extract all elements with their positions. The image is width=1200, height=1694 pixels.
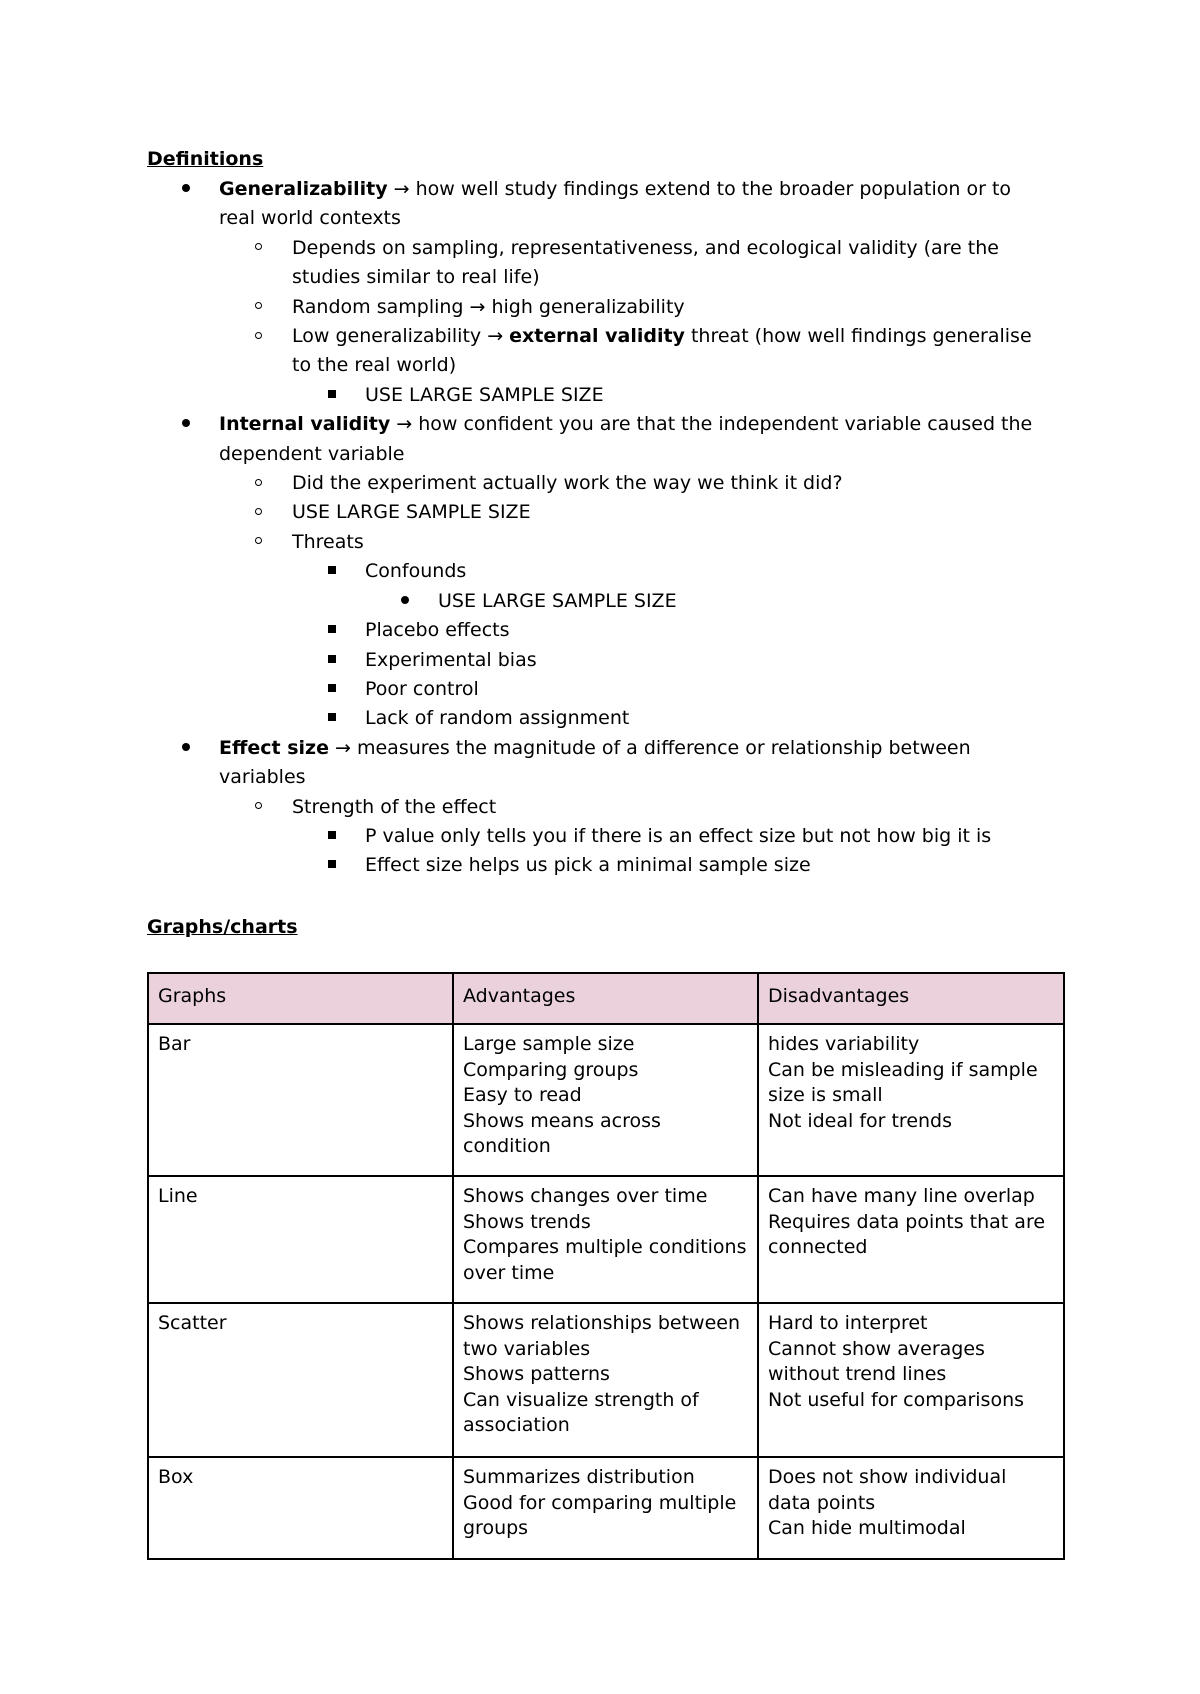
table-header-row	[148, 973, 1064, 1024]
cell-line: Shows relationships between two variables	[463, 1312, 740, 1360]
bullet-square-icon	[328, 616, 336, 645]
list-item-text: Lack of random assignment	[365, 707, 630, 730]
bullet-circle-icon	[255, 293, 262, 322]
list-item	[0, 293, 1049, 322]
cell-line: Comparing groups	[463, 1058, 639, 1081]
disadvantages-cell	[758, 1457, 1064, 1559]
list-item-text: Placebo effects	[365, 619, 510, 642]
cell-line: Requires data points that are connected	[768, 1210, 1046, 1258]
definitions-heading: Definitions	[147, 148, 264, 170]
bullet-square-icon	[328, 704, 336, 733]
table-row	[148, 1024, 1064, 1176]
list-item-text: Low generalizability →	[292, 325, 510, 348]
graph-name-cell: Line	[148, 1176, 453, 1303]
table-row	[148, 1176, 1064, 1303]
list-item	[0, 793, 1049, 822]
bullet-dot-icon	[182, 410, 190, 439]
list-item-text: Experimental bias	[365, 648, 537, 671]
list-item	[0, 734, 1049, 793]
cell-line: hides variability	[768, 1033, 920, 1055]
cell-line: Can be misleading if sample size is small	[768, 1058, 1038, 1106]
list-item-text: Confounds	[365, 560, 467, 583]
graph-name-cell: Box	[148, 1457, 453, 1559]
bullet-square-icon	[328, 646, 336, 675]
list-item-text: USE LARGE SAMPLE SIZE	[292, 501, 531, 524]
list-item	[0, 616, 1049, 645]
list-item	[0, 498, 1049, 527]
cell-line: Can hide multimodal	[768, 1517, 966, 1539]
cell-line: Compares multiple conditions over time	[463, 1236, 747, 1284]
advantages-cell	[453, 1303, 758, 1457]
definition-text: → measures the magnitude of a difference or relationship between variables	[219, 736, 971, 789]
graph-name-cell: Bar	[148, 1024, 453, 1176]
advantages-cell	[453, 1176, 758, 1303]
cell-line: Large sample size	[463, 1033, 635, 1055]
bullet-circle-icon	[255, 322, 262, 351]
list-item-text: threat (how well findings generalise to the real world)	[292, 325, 1032, 377]
definition-text: → how confident you are that the independent variable caused the dependent variable	[219, 413, 1033, 465]
list-item-text: Strength of the effect	[292, 795, 497, 818]
list-item	[0, 557, 1049, 586]
cell-line: Does not show individual data points	[768, 1466, 1007, 1514]
term-effect-size: Effect size	[219, 736, 329, 759]
list-item-text: USE LARGE SAMPLE SIZE	[365, 383, 604, 406]
list-item-text: Did the experiment actually work the way we think it did?	[292, 472, 843, 495]
bullet-circle-icon	[255, 528, 262, 557]
list-item	[0, 646, 1049, 675]
list-item	[0, 469, 1049, 498]
list-item	[0, 234, 1049, 293]
bullet-dot-icon	[182, 734, 190, 763]
cell-line: Easy to read	[463, 1084, 582, 1106]
list-item	[0, 822, 1049, 851]
definitions-list	[0, 175, 1200, 881]
cell-line: Shows patterns	[463, 1363, 610, 1385]
bullet-square-icon	[328, 557, 336, 586]
list-item	[0, 675, 1049, 704]
disadvantages-cell	[758, 1024, 1064, 1176]
cell-line: Shows means across condition	[463, 1109, 661, 1157]
cell-line: Cannot show averages without trend lines	[768, 1337, 985, 1385]
graphs-heading: Graphs/charts	[147, 916, 298, 938]
term-internal-validity: Internal validity	[219, 413, 391, 436]
bullet-dot-icon	[182, 175, 190, 204]
list-item	[0, 851, 1049, 880]
bullet-square-icon	[328, 822, 336, 851]
list-item	[0, 175, 1049, 234]
cell-line: Hard to interpret	[768, 1312, 928, 1334]
list-item	[0, 410, 1049, 469]
graphs-table	[147, 972, 1065, 1560]
cell-line: Shows changes over time	[463, 1185, 708, 1207]
table-row	[148, 1457, 1064, 1559]
cell-line: Not useful for comparisons	[768, 1388, 1025, 1411]
cell-line: Can have many line overlap	[768, 1185, 1035, 1207]
disadvantages-cell	[758, 1303, 1064, 1457]
list-item-text: Effect size helps us pick a minimal sample size	[365, 854, 811, 877]
list-item-text: Depends on sampling, representativeness, and ecological validity (are the studies similar to real life)	[292, 236, 999, 289]
bullet-square-icon	[328, 381, 336, 410]
list-item-text: USE LARGE SAMPLE SIZE	[438, 589, 677, 612]
bullet-circle-icon	[255, 469, 262, 498]
list-item	[0, 704, 1049, 733]
column-header-graphs: Graphs	[148, 973, 453, 1024]
graph-name-cell: Scatter	[148, 1303, 453, 1457]
term-generalizability: Generalizability	[219, 178, 388, 200]
table-row	[148, 1303, 1064, 1457]
term-external-validity: external validity	[509, 325, 685, 348]
list-item	[0, 381, 1049, 410]
bullet-circle-icon	[255, 234, 262, 263]
definition-text: → how well study findings extend to the broader population or to real world contexts	[219, 178, 1012, 230]
list-item-text: Threats	[292, 530, 364, 553]
cell-line: Shows trends	[463, 1210, 591, 1233]
cell-line: Summarizes distribution	[463, 1466, 695, 1488]
advantages-cell	[453, 1024, 758, 1176]
bullet-circle-icon	[255, 498, 262, 527]
list-item	[0, 587, 1049, 616]
list-item-text: Poor control	[365, 677, 479, 700]
list-item	[0, 322, 1049, 381]
cell-line: Good for comparing multiple groups	[463, 1491, 737, 1539]
bullet-circle-icon	[255, 793, 262, 822]
bullet-dot-icon	[401, 587, 409, 616]
list-item	[0, 528, 1049, 557]
cell-line: Not ideal for trends	[768, 1109, 953, 1132]
column-header-disadvantages: Disadvantages	[758, 973, 1064, 1024]
disadvantages-cell	[758, 1176, 1064, 1303]
bullet-square-icon	[328, 675, 336, 704]
cell-line: Can visualize strength of association	[463, 1388, 699, 1436]
column-header-advantages: Advantages	[453, 973, 758, 1024]
list-item-text: Random sampling → high generalizability	[292, 295, 685, 318]
bullet-square-icon	[328, 851, 336, 880]
advantages-cell	[453, 1457, 758, 1559]
list-item-text: P value only tells you if there is an effect size but not how big it is	[365, 824, 992, 847]
